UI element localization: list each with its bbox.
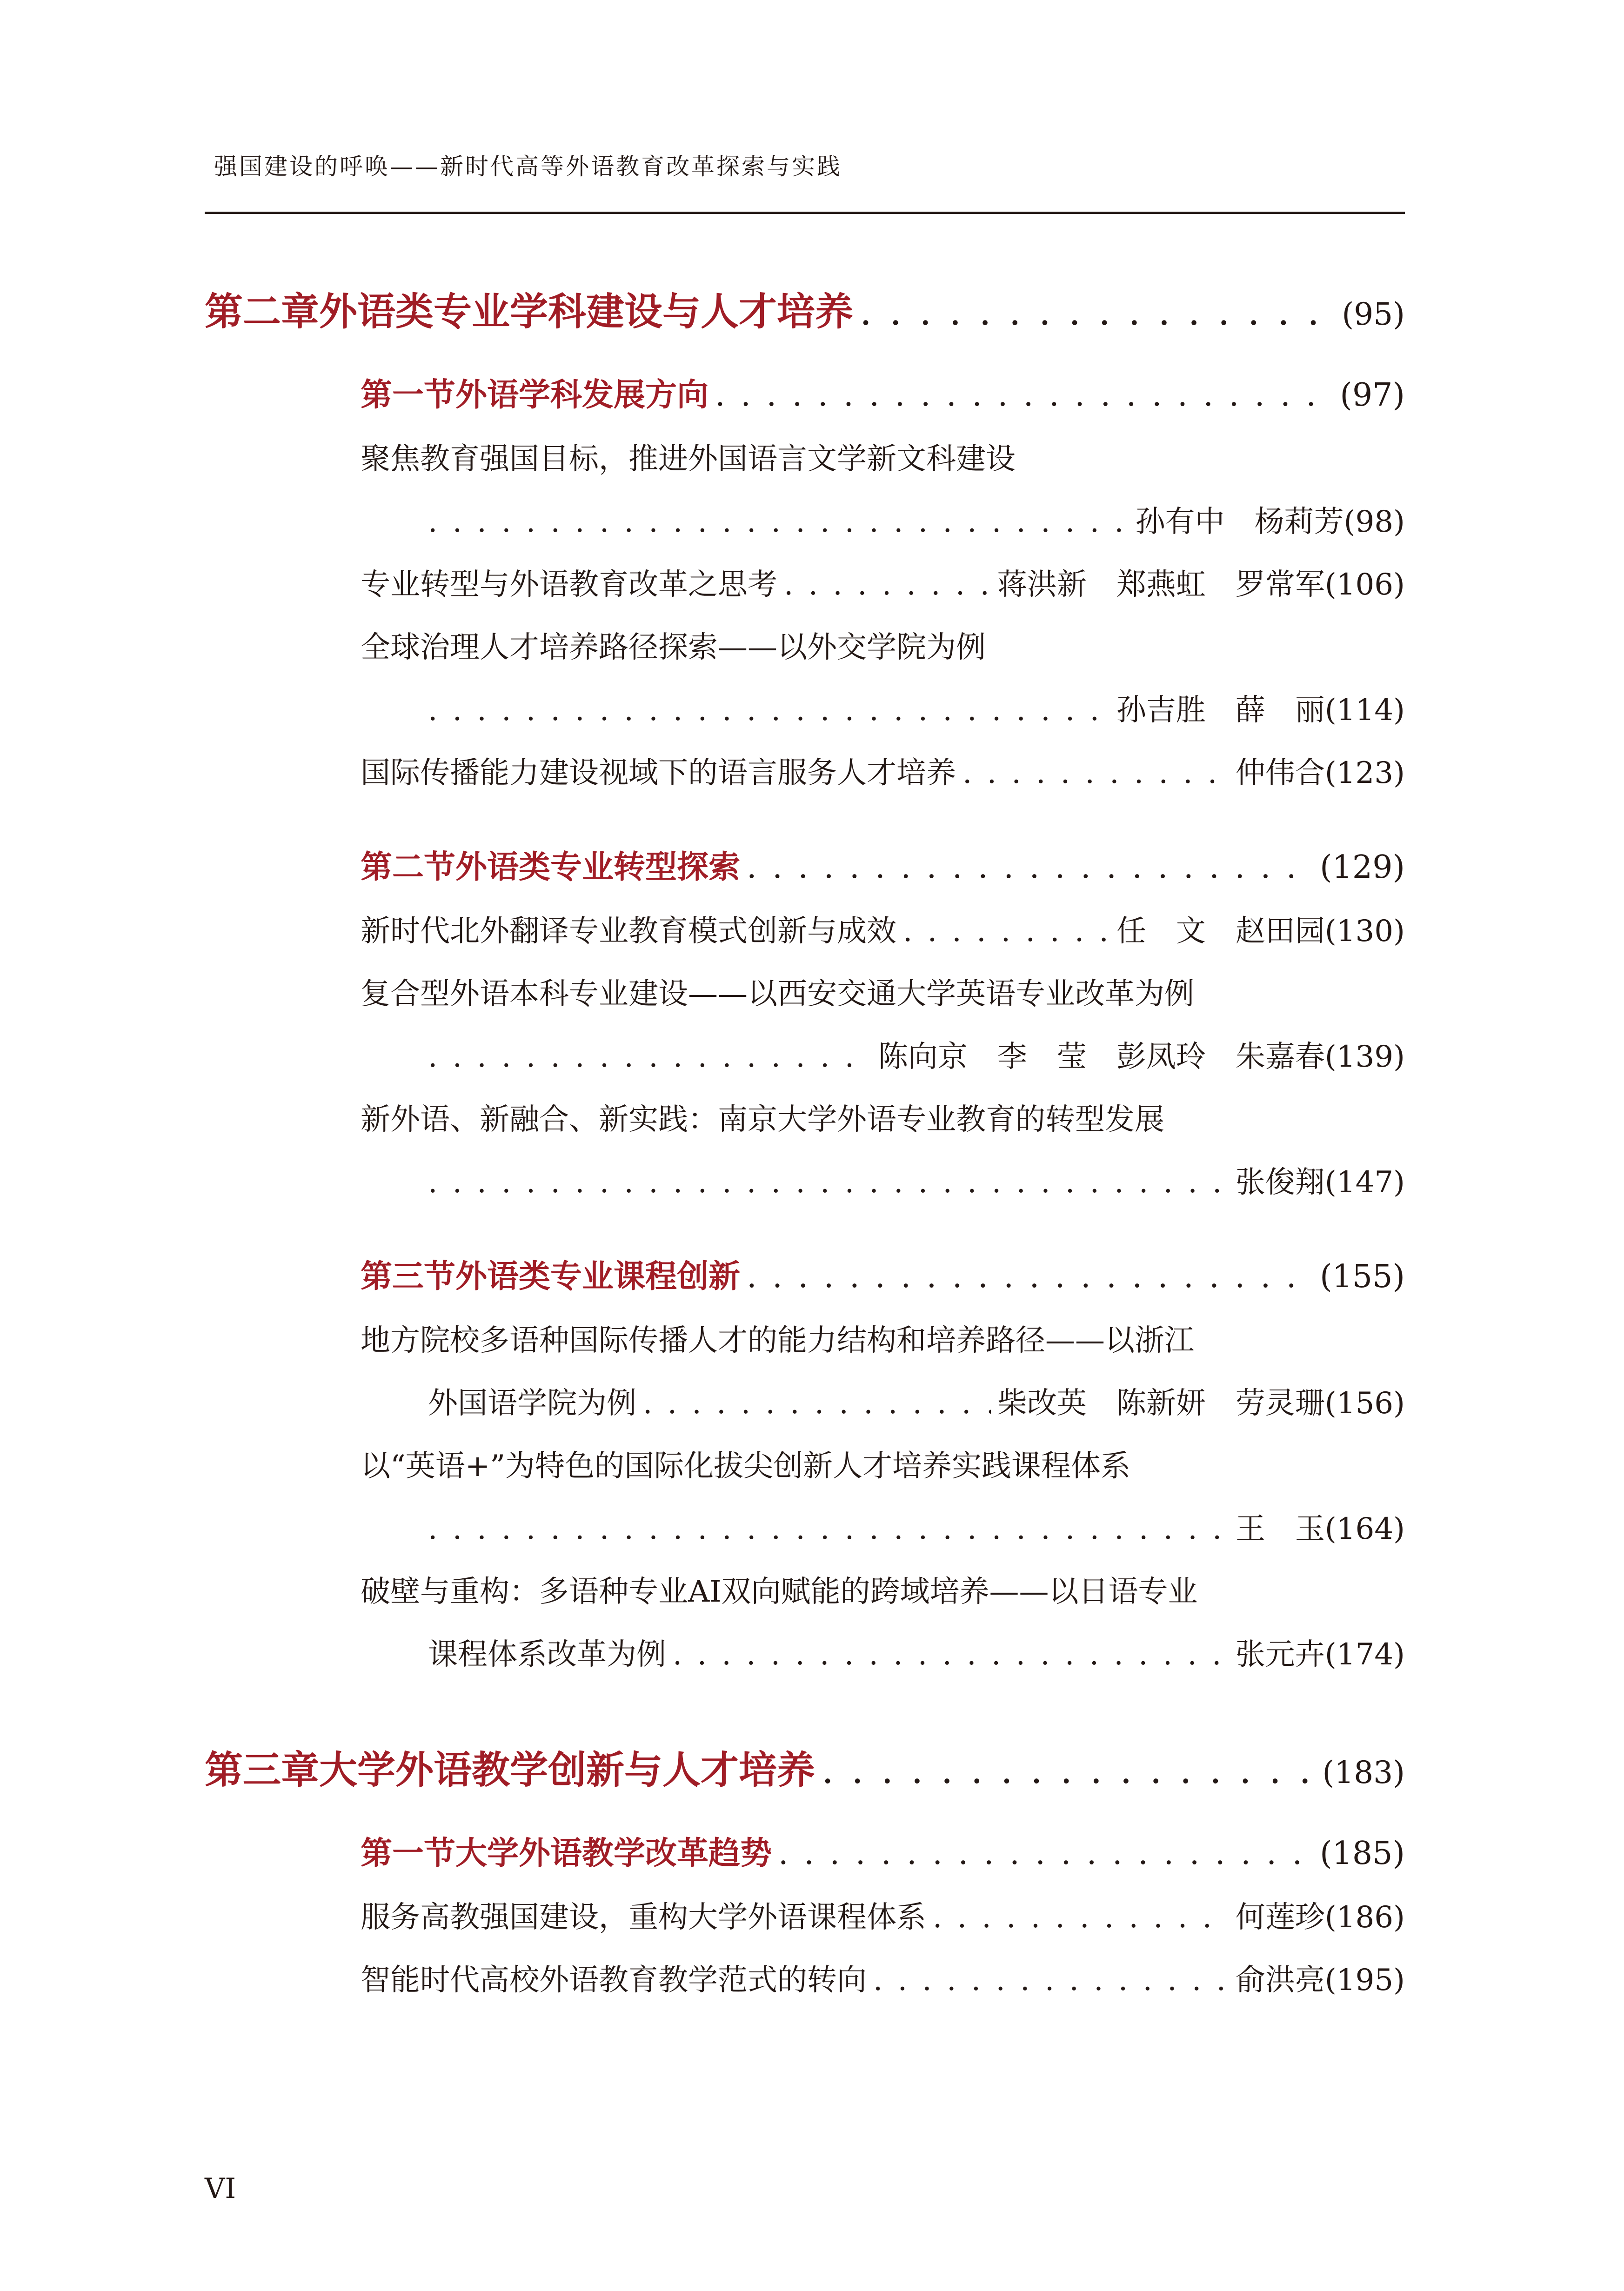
- entry-author: 孙吉胜 薛 丽: [1116, 693, 1325, 728]
- entry-title: 国际传播能力建设视域下的语言服务人才培养: [361, 756, 956, 790]
- chapter-title: 大学外语教学创新与人才培养: [319, 1748, 815, 1792]
- toc-entry[interactable]: [361, 970, 1405, 1021]
- entry-author: 任 文 赵田园: [1116, 914, 1325, 948]
- entry-title: 以“英语+”为特色的国际化拔尖创新人才培养实践课程体系: [361, 1449, 1131, 1483]
- page-folio: VI: [205, 2172, 236, 2205]
- page-number: ( 123 ): [1325, 756, 1405, 790]
- toc-entry-continuation[interactable]: [428, 1158, 1405, 1209]
- entry-title: 新时代北外翻译专业教育模式创新与成效: [361, 914, 896, 948]
- dot-leader: [643, 1386, 991, 1421]
- toc-entry[interactable]: [361, 561, 1405, 612]
- toc-entry-continuation[interactable]: [428, 1630, 1405, 1682]
- section-title: 大学外语教学改革趋势: [455, 1835, 772, 1872]
- entry-title: 专业转型与外语教育改革之思考: [361, 568, 777, 602]
- page-number: ( 106 ): [1325, 568, 1405, 602]
- entry-title: 破壁与重构：多语种专业AI双向赋能的跨域培养——以日语专业: [361, 1575, 1198, 1609]
- page-number: ( 155 ): [1320, 1258, 1405, 1295]
- page-number: ( 156 ): [1325, 1386, 1405, 1421]
- page-number: ( 114 ): [1325, 693, 1405, 728]
- dot-leader: [962, 756, 1229, 790]
- entry-author: 仲伟合: [1235, 756, 1325, 790]
- entry-author: 何莲珍: [1235, 1900, 1325, 1935]
- section-row[interactable]: [361, 842, 1405, 893]
- page-number: ( 185 ): [1320, 1835, 1405, 1872]
- entry-author: 陈向京 李 莹 彭凤玲 朱嘉春: [878, 1040, 1325, 1074]
- dot-leader: [822, 1748, 1316, 1792]
- toc-entry-continuation[interactable]: [428, 1033, 1405, 1084]
- chapter-3-row[interactable]: [205, 1740, 1405, 1800]
- entry-title-continuation: 外国语学院为例: [428, 1386, 636, 1421]
- dot-leader: [784, 568, 991, 602]
- section-number: 第二节: [361, 848, 456, 886]
- dot-leader: [747, 849, 1313, 886]
- running-header: 强国建设的呼唤——新时代高等外语教育改革探索与实践: [214, 153, 842, 180]
- toc-entry[interactable]: [361, 907, 1405, 958]
- dot-leader: [428, 1040, 872, 1074]
- page-number: ( 98 ): [1344, 505, 1405, 539]
- entry-title: 聚焦教育强国目标，推进外国语言文学新文科建设: [361, 442, 1016, 476]
- entry-author: 柴改英 陈新妍 劳灵珊: [997, 1386, 1325, 1421]
- toc-entry[interactable]: [361, 435, 1405, 486]
- entry-author: 张俊翔: [1235, 1165, 1325, 1200]
- dot-leader: [903, 914, 1110, 948]
- page-number: ( 95 ): [1342, 296, 1405, 332]
- page-number: ( 130 ): [1325, 914, 1405, 948]
- entry-author: 王 玉: [1235, 1512, 1325, 1546]
- entry-title: 新外语、新融合、新实践：南京大学外语专业教育的转型发展: [361, 1102, 1164, 1137]
- toc-entry[interactable]: [361, 1568, 1405, 1619]
- dot-leader: [873, 1963, 1229, 1997]
- section-row[interactable]: [361, 1251, 1405, 1302]
- section-title: 外语学科发展方向: [455, 376, 709, 414]
- page-number: ( 195 ): [1325, 1963, 1405, 1997]
- page-number: ( 139 ): [1325, 1040, 1405, 1074]
- dot-leader: [428, 693, 1110, 728]
- dot-leader: [933, 1900, 1229, 1935]
- toc-entry-continuation[interactable]: [428, 1379, 1405, 1430]
- chapter-2-row[interactable]: [205, 281, 1405, 342]
- section-title: 外语类专业转型探索: [455, 848, 741, 886]
- toc-entry-continuation[interactable]: [428, 1505, 1405, 1556]
- toc-entry-continuation[interactable]: [428, 498, 1405, 549]
- page-number: ( 147 ): [1325, 1165, 1405, 1200]
- dot-leader: [673, 1637, 1229, 1672]
- page-number: ( 186 ): [1325, 1900, 1405, 1935]
- page-number: ( 97 ): [1340, 377, 1405, 414]
- section-number: 第一节: [361, 376, 456, 414]
- page-number: ( 174 ): [1325, 1637, 1405, 1672]
- header-rule: [205, 212, 1405, 214]
- dot-leader: [428, 1165, 1229, 1200]
- toc-entry[interactable]: [361, 1442, 1405, 1493]
- dot-leader: [860, 290, 1335, 334]
- toc-entry[interactable]: [361, 1893, 1405, 1944]
- entry-title: 复合型外语本科专业建设——以西安交通大学英语专业改革为例: [361, 977, 1194, 1011]
- entry-title: 全球治理人才培养路径探索——以外交学院为例: [361, 630, 986, 665]
- entry-author: 孙有中 杨莉芳: [1135, 505, 1344, 539]
- toc-entry[interactable]: [361, 1095, 1405, 1147]
- section-number: 第三节: [361, 1258, 456, 1295]
- toc-entry[interactable]: [361, 1316, 1405, 1368]
- page-number: ( 164 ): [1325, 1512, 1405, 1546]
- entry-author: 俞洪亮: [1235, 1963, 1325, 1997]
- entry-title-continuation: 课程体系改革为例: [428, 1637, 666, 1672]
- entry-author: 蒋洪新 郑燕虹 罗常军: [997, 568, 1325, 602]
- chapter-title: 外语类专业学科建设与人才培养: [319, 289, 854, 334]
- section-row[interactable]: [361, 370, 1405, 421]
- dot-leader: [428, 505, 1129, 539]
- entry-title: 地方院校多语种国际传播人才的能力结构和培养路径——以浙江: [361, 1323, 1194, 1358]
- page-number: ( 183 ): [1323, 1755, 1405, 1790]
- toc-entry[interactable]: [361, 623, 1405, 675]
- entry-title: 智能时代高校外语教育教学范式的转向: [361, 1963, 867, 1997]
- toc-entry[interactable]: [361, 1956, 1405, 2007]
- section-number: 第一节: [361, 1835, 456, 1872]
- chapter-number: 第三章: [205, 1748, 320, 1792]
- section-title: 外语类专业课程创新: [455, 1258, 741, 1295]
- toc-entry[interactable]: [361, 749, 1405, 800]
- toc-entry-continuation[interactable]: [428, 686, 1405, 737]
- page-number: ( 129 ): [1320, 849, 1405, 886]
- entry-author: 张元卉: [1235, 1637, 1325, 1672]
- entry-title: 服务高教强国建设，重构大学外语课程体系: [361, 1900, 926, 1935]
- dot-leader: [778, 1835, 1313, 1872]
- dot-leader: [428, 1512, 1229, 1546]
- dot-leader: [715, 377, 1333, 414]
- section-row[interactable]: [361, 1828, 1405, 1879]
- dot-leader: [747, 1258, 1313, 1295]
- chapter-number: 第二章: [205, 289, 320, 334]
